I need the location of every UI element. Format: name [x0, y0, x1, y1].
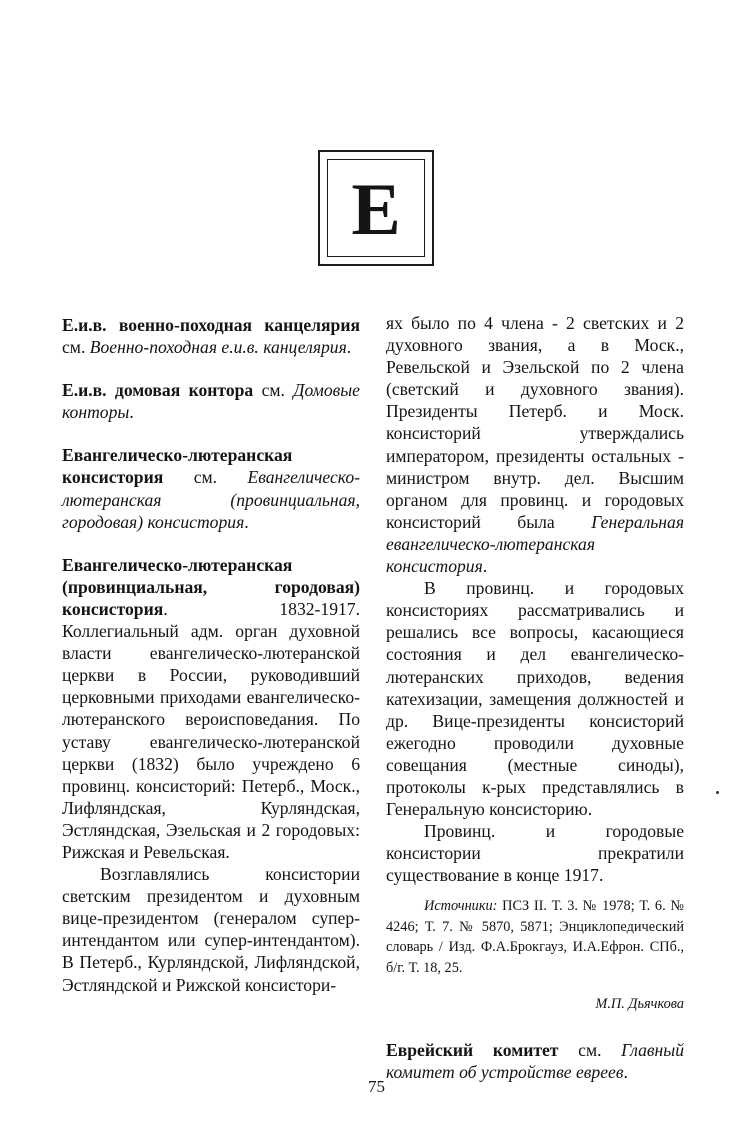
cross-reference: Главный комитет об устройстве евреев [386, 1039, 684, 1082]
entry-headword: Е.и.в. домовая контора [62, 380, 254, 401]
see-text: см. [163, 467, 248, 488]
entry-household-office: Е.и.в. домовая контора см. Домовые конторы. [62, 380, 360, 423]
see-text: см. [253, 380, 294, 401]
sources-text: ПСЗ II. Т. 3. № 1978; Т. 6. № 4246; Т. 7. № 5870, 5871; Энциклопедический словарь / Изд. Ф.А.Брокгауз, И.А.Ефрон. СПб., б/г. Т. 18, 25. [386, 898, 684, 976]
page-number: 75 [368, 1077, 385, 1096]
see-text: см. [62, 337, 90, 358]
cross-reference: Военно-походная е.и.в. канцелярия [89, 337, 347, 358]
author-signature: М.П. Дьячкова [595, 995, 684, 1012]
entry-headword: Еврейский комитет [386, 1039, 559, 1060]
body-paragraph: Возглавлялись консистории светским президентом и духовным вице-президентом (генералом супер-интендантом или супер-интендантом). В Петерб., Курляндской, Лифляндской, Эстляндской и Рижской консистори- [62, 864, 360, 995]
cross-reference: Евангелическо-лютеранская (провинциальная, городовая) консистория [62, 467, 360, 532]
entry-military-chancery: Е.и.в. военно-походная канцелярия см. Военно-походная е.и.в. канцелярия. [62, 315, 360, 358]
sources-note [386, 896, 684, 978]
entry-jewish-committee: Еврейский комитет см. Главный комитет об устройстве евреев. [386, 1039, 684, 1082]
cross-reference: Генеральная евангелическо-лютеранская консистория [386, 511, 684, 577]
body-paragraph: Провинц. и городовые консистории прекратили существование в конце 1917. [386, 821, 684, 886]
entry-body: . 1832-1917. Коллегиальный адм. орган духовной власти евангелическо-лютеранской церкви в России, руководивший церковными приходами евангелическо-лютеранского вероисповедания. По уставу евангелическо-лютеранской церкви (1832) было учреждено 6 провинц. консисторий: Петерб., Моск., Лифляндская, Курляндская, Эстляндская, Эзельская и 2 городовых: Рижская и Ревельская. [62, 598, 360, 862]
right-column [386, 312, 684, 1083]
entry-lutheran-consistory-main [62, 554, 360, 863]
body-paragraph: В провинц. и городовых консисториях рассматривались и решались все вопросы, касающиеся состояния и дел евангелическо-лютеранских приходов, ведения катехизации, замещения должностей и др. Вице-президенты консисторий ежегодно проводили духовные совещания (местные синоды), протоколы к-рых представлялись в Генеральную консисторию. [386, 578, 684, 820]
section-letter-frame [318, 150, 434, 266]
section-letter: Е [351, 169, 401, 251]
body-paragraph: ях было по 4 члена - 2 светских и 2 духовного звания, а в Моск., Ревельской и Эзельской по 2 члена (светский и духовного звания). Президенты Петерб. и Моск. консисторий утверждались императором, президенты остальных - министром внутр. дел. Высшим органом для провинц. и городовых консисторий была Генеральная евангелическо-лютеранская консистория. [386, 313, 684, 577]
entry-headword: Е.и.в. военно-походная канцелярия [62, 315, 360, 335]
scan-speck [716, 791, 719, 794]
section-letter-inner-frame [327, 159, 425, 257]
entry-lutheran-consistory-ref: Евангелическо-лютеранская консистория см. Евангелическо-лютеранская (провинциальная, городовая) консистория. [62, 445, 360, 532]
cross-reference: Домовые конторы [62, 380, 360, 423]
left-column [62, 314, 360, 996]
see-text: см. [558, 1039, 622, 1060]
sources-label: Источники: [424, 898, 498, 915]
entry-headword: Евангелическо-лютеранская (провинциальная, городовая) консистория [62, 554, 360, 619]
entry-headword: Евангелическо-лютеранская консистория [62, 445, 293, 488]
